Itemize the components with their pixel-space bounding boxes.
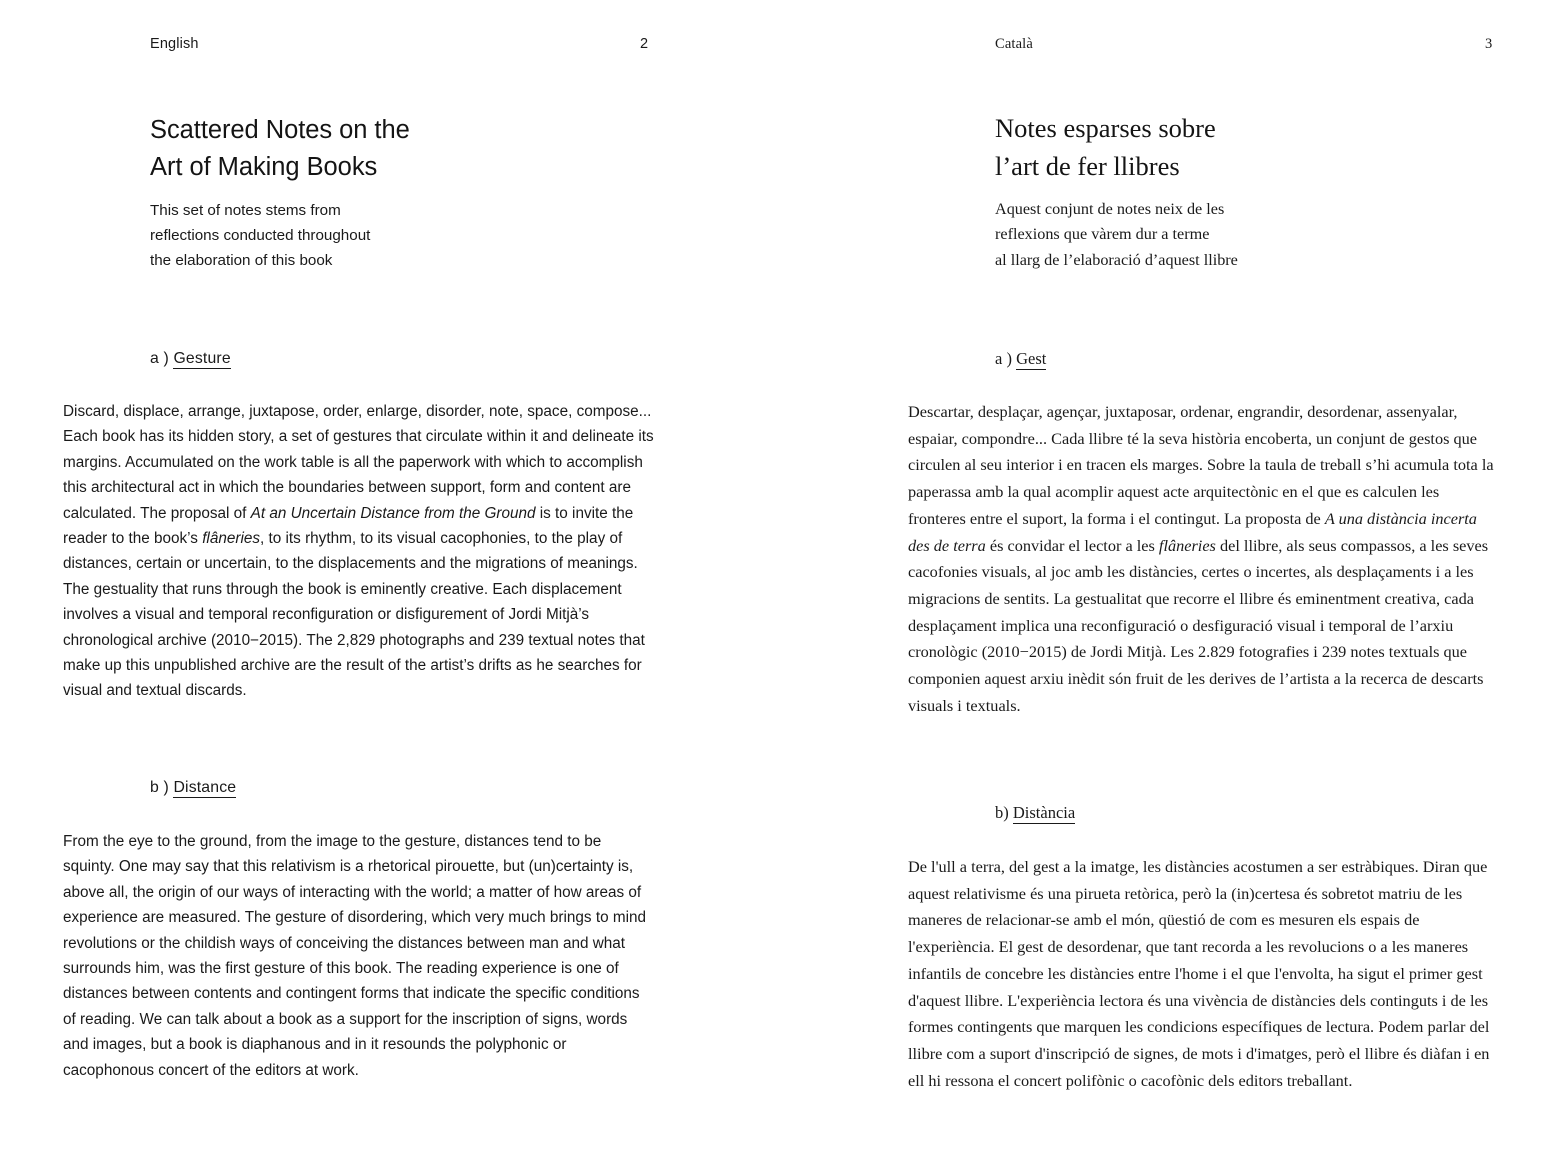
section-body-distancia: De l'ull a terra, del gest a la imatge, les distàncies acostumen a ser estràbiques. Diran que aquest relativisme és una pirueta retòrica, però la (in)certesa és sobretot matriu de les maneres de relacionar-se amb el món, qüestió de com es mesuren els espais de l'experiència. El gest de desordenar, que tant recorda a les revolucions o a les maneres infantils de concebre les distàncies entre l'home i el que l'envolta, ha sigut el primer gest d'aquest llibre. L'experiència lectora és una vivència de distàncies dels continguts i de les formes contingents que marquen les condicions específiques de lectura. Podem parlar del llibre com a suport d'inscripció de signes, de mots i d'imatges, però el llibre és diàfan i en ell hi ressona el concert polifònic o cacofònic dels editors treballant. <box>908 857 1490 1090</box>
section-heading-gest <box>995 349 1046 369</box>
section-body-gesture: Discard, displace, arrange, juxtapose, order, enlarge, disorder, note, space, compose... Each book has its hidden story, a set of gestures that circulate within it and delineate its margins. Accumulated on the work table is all the paperwork with which to accomplish this architectural act in which the boundaries between support, form and content are calculated. The proposal of At an Uncertain Distance from the Ground is to invite the reader to the book’s flâneries, to its rhythm, to its visual cacophonies, to the play of distances, certain or uncertain, to the displacements and the migrations of meanings. The gestuality that runs through the book is eminently creative. Each displacement involves a visual and temporal reconfiguration or disfigurement of Jordi Mitjà’s chronological archive (2010−2015). The 2,829 photographs and 239 textual notes that make up this unpublished archive are the result of the artist’s drifts as he searches for visual and textual discards. <box>63 403 654 700</box>
subtitle-line-1: This set of notes stems from <box>150 202 341 219</box>
page-title-english <box>150 112 580 186</box>
section-marker-b-ca: b) <box>995 803 1009 822</box>
italic-title-en: At an Uncertain Distance from the Ground <box>250 504 536 522</box>
running-head-language-left: English <box>150 36 199 52</box>
subtitle-line-2: reflections conducted throughout <box>150 227 371 245</box>
subtitle-line-3: the elaboration of this book <box>150 252 333 270</box>
page-number-right: 3 <box>1485 36 1493 52</box>
page-subtitle-catala <box>995 197 1315 273</box>
section-marker-b: b ) <box>150 779 169 796</box>
section-marker-a-ca: a ) <box>995 349 1012 368</box>
section-title-distance: Distance <box>173 779 237 796</box>
italic-flaneries-en: flâneries <box>202 529 261 547</box>
italic-title-ca: A una distància incerta des de terra <box>908 508 1477 555</box>
section-title-gest: Gest <box>1016 349 1047 368</box>
subtitle-line-1-ca: Aquest conjunt de notes neix de les <box>995 200 1225 218</box>
section-heading-distancia <box>995 803 1075 823</box>
title-line-1: Scattered Notes on the <box>150 116 410 144</box>
page-title-catala <box>995 110 1425 185</box>
title-line-2: Art of Making Books <box>150 153 378 182</box>
section-body-distance: From the eye to the ground, from the image to the gesture, distances tend to be squinty. One may say that this relativism is a rhetorical pirouette, but (un)certainty is, above all, the origin of our ways of interacting with the world; a matter of how areas of experience are measured. The gesture of disordering, which very much brings to mind revolutions or the childish ways of conceiving the distances between man and what surrounds him, was the first gesture of this book. The reading experience is one of distances between contents and contingent forms that indicate the specific conditions of reading. We can talk about a book as a support for the inscription of signs, words and images, but a book is diaphanous and in it resounds the polyphonic or cacophonous concert of the editors at work. <box>63 833 646 1079</box>
running-head-language-right: Català <box>995 36 1033 52</box>
title-line-2-ca: l’art de fer llibres <box>995 150 1180 181</box>
section-title-distancia: Distància <box>1012 803 1076 822</box>
italic-flaneries-ca: flâneries <box>1158 535 1216 555</box>
section-marker-a: a ) <box>150 350 169 367</box>
subtitle-line-3-ca: al llarg de l’elaboració d’aquest llibre <box>995 250 1238 269</box>
title-line-1-ca: Notes esparses sobre <box>995 113 1216 143</box>
page-subtitle-english <box>150 198 450 274</box>
section-title-gesture: Gesture <box>173 350 231 367</box>
section-body-gest: Descartar, desplaçar, agençar, juxtaposar, ordenar, engrandir, desordenar, assenyalar, espaiar, compondre... Cada llibre té la seva història encoberta, un conjunt de gestos que circulen al seu interior i en tracen els marges. Sobre la taula de treball s’hi acumula tota la paperassa amb la qual acomplir aquest acte arquitectònic en el que es calculen les fronteres entre el suport, la forma i el contingut. La proposta de A una distància incerta des de terra és convidar el lector a les flâneries del llibre, als seus compassos, a les seves cacofonies visuals, al joc amb les distàncies, certes o incertes, als desplaçaments i a les migracions de sentits. La gestualitat que recorre el llibre és eminentment creativa, cada desplaçament implica una reconfiguració o desfiguració visual i temporal de l’arxiu cronològic (2010−2015) de Jordi Mitjà. Les 2.829 fotografies i 239 notes textuals que componien aquest arxiu inèdit són fruit de les derives de l’artista a la recerca de descarts visuals i textuals. <box>908 402 1494 715</box>
section-heading-gesture <box>150 350 231 368</box>
section-heading-distance <box>150 779 236 797</box>
page-number-left: 2 <box>640 36 649 52</box>
subtitle-line-2-ca: reflexions que vàrem dur a terme <box>995 225 1210 244</box>
page-right-catala <box>780 0 1560 1172</box>
